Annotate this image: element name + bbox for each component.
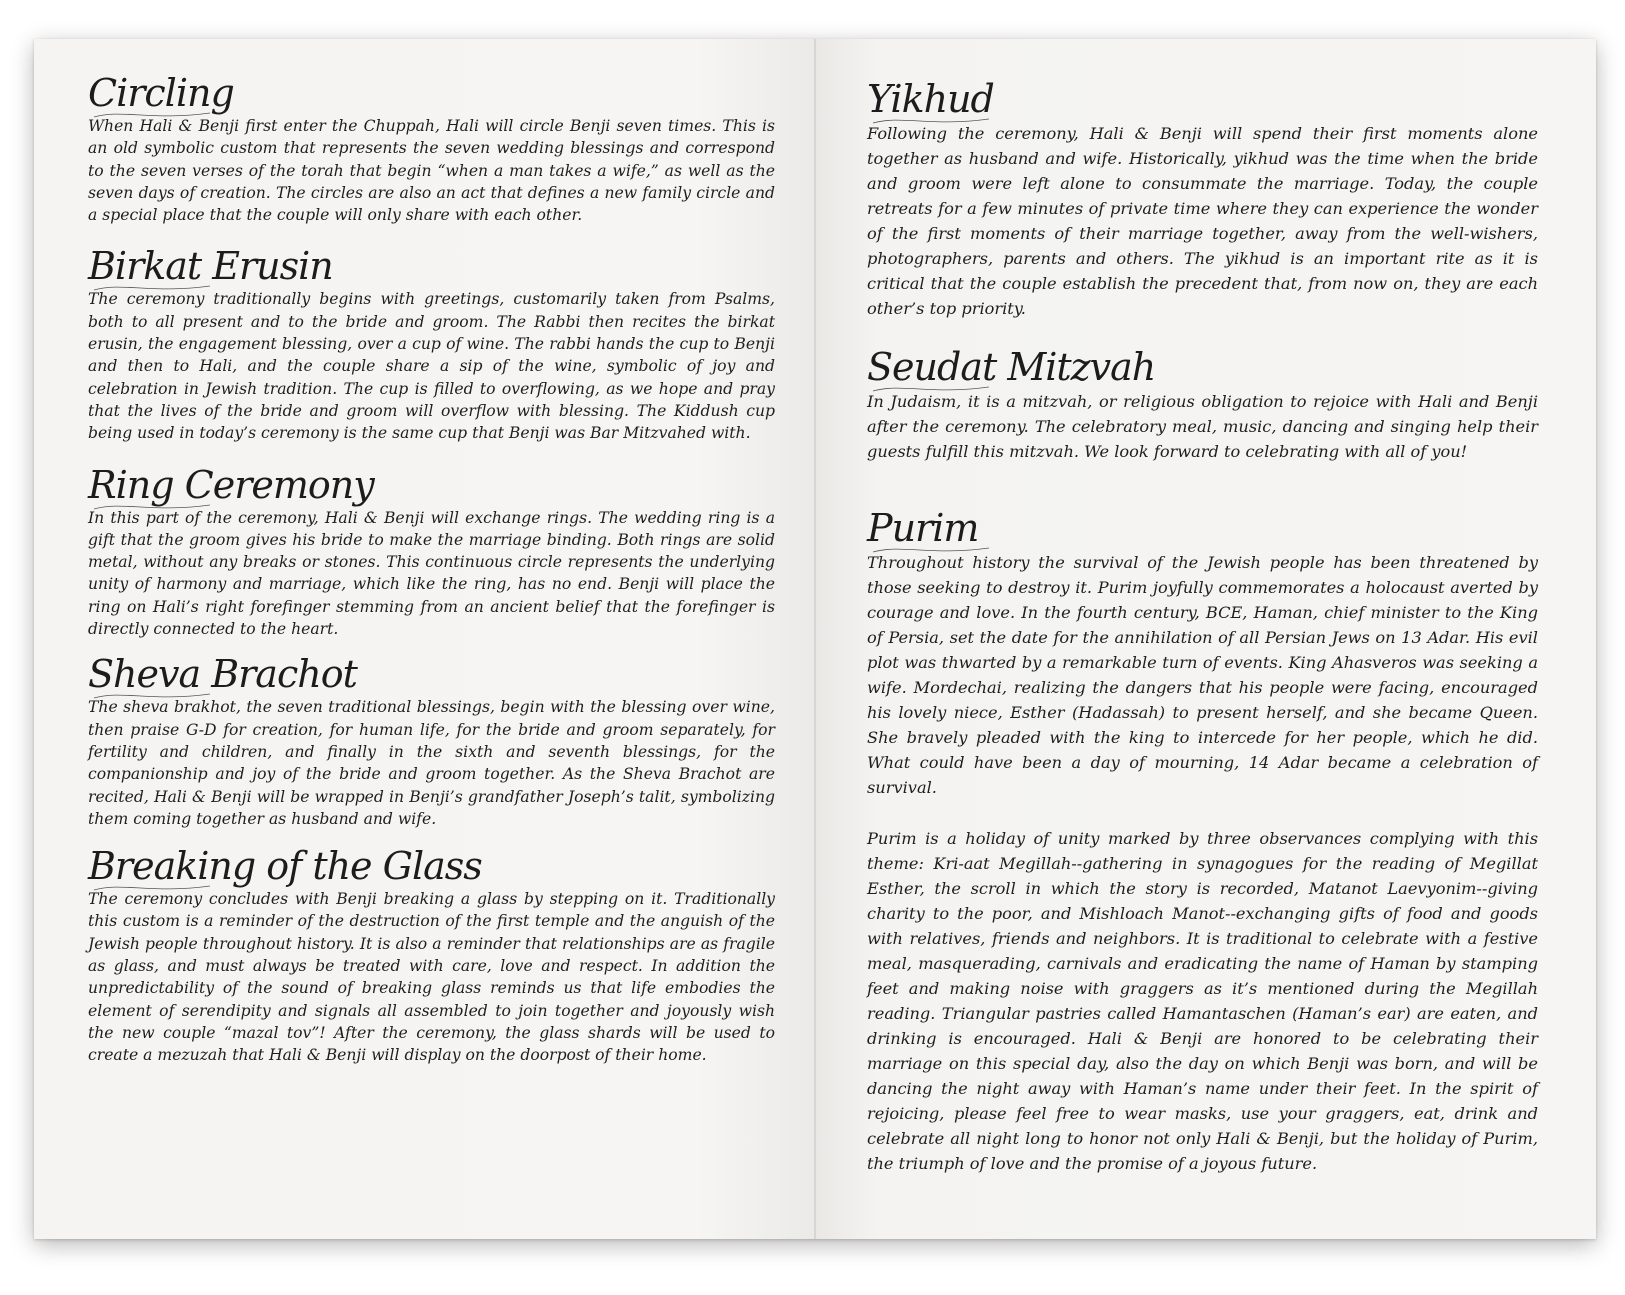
wedding-program-booklet	[34, 39, 1596, 1239]
section-circling	[88, 71, 775, 226]
section-heading-text: Circling	[88, 71, 234, 115]
section-body-continued: Purim is a holiday of unity marked by three observances complying with this theme: Kri-aat Megillah--gathering in synagogues for the reading of Megillat Esther, the scroll in which the story is recorded, Matanot Laevyonim--giving charity to the poor, and Mishloach Manot--exchanging gifts of food and goods with relatives, friends and neighbors. It is traditional to celebrate with a festive meal, masquerading, carnivals and eradicating the name of Haman by stamping feet and making noise with graggers as it’s mentioned during the Megillah reading. Triangular pastries called Hamantaschen (Haman’s ear) are eaten, and drinking is encouraged. Hali & Benji are honored to be celebrating their marriage on this special day, also the day on which Benji was born, and will be dancing the night away with Haman’s name under their feet. In the spirit of rejoicing, please feel free to wear masks, use your graggers, eat, drink and celebrate all night long to honor not only Hali & Benji, but the holiday of Purim, the triumph of love and the promise of a joyous future.	[867, 829, 1538, 1173]
section-heading-text: Sheva Brachot	[88, 652, 357, 697]
section-heading-text: Purim	[867, 506, 979, 550]
section-heading	[88, 844, 482, 888]
section-purim	[867, 506, 1538, 1176]
section-heading-text: Yikhud	[867, 77, 994, 121]
section-ring-ceremony	[88, 463, 775, 641]
section-body: The sheva brakhot, the seven traditional blessings, begin with the blessing over wine, then praise G-D for creation, for human life, for the bride and groom separately, for fertility and children, and finally in the sixth and seventh blessings, for the companionship and joy of the bride and groom together. As the Sheva Brachot are recited, Hali & Benji will be wrapped in Benji’s grandfather Joseph’s talit, symbolizing them coming together as husband and wife.	[88, 698, 775, 828]
left-page	[34, 39, 815, 1239]
section-breaking-of-the-glass	[88, 844, 775, 1066]
section-body: The ceremony traditionally begins with greetings, customarily taken from Psalms, both to all present and to the bride and groom. The Rabbi then recites the birkat erusin, the engagement blessing, over a cup of wine. The rabbi hands the cup to Benji and then to Hali, and the couple share a sip of the wine, symbolic of joy and celebration in Jewish tradition. The cup is filled to overflowing, as we hope and pray that the lives of the bride and groom will overflow with blessing. The Kiddush cup being used in today’s ceremony is the same cup that Benji was Bar Mitzvahed with.	[88, 290, 775, 443]
section-heading-text: Birkat Erusin	[88, 244, 333, 289]
section-heading	[867, 77, 994, 121]
section-heading-text: Ring Ceremony	[88, 462, 374, 507]
section-body: In this part of the ceremony, Hali & Benji will exchange rings. The wedding ring is a gift that the groom gives his bride to make the marriage binding. Both rings are solid metal, without any breaks or stones. This continuous circle represents the underlying unity of harmony and marriage, which like the ring, has no end. Benji will place the ring on Hali’s right forefinger stemming from an ancient belief that the forefinger is directly connected to the heart.	[88, 508, 775, 639]
section-seudat-mitzvah	[867, 345, 1538, 464]
section-heading	[867, 506, 978, 550]
section-heading	[88, 463, 374, 507]
section-body: The ceremony concludes with Benji breaking a glass by stepping on it. Traditionally this custom is a reminder of the destruction of the first temple and the anguish of the Jewish people throughout history. It is also a reminder that relationships are as fragile as glass, and must always be treated with care, love and respect. In addition the unpredictability of the sound of breaking glass reminds us that life embodies the element of serendipity and signals all assembled to join together and joyously wish the new couple “mazal tov”! After the ceremony, the glass shards will be used to create a mezuzah that Hali & Benji will display on the doorpost of their home.	[88, 890, 775, 1065]
section-heading	[88, 71, 234, 115]
booklet-spine	[814, 39, 816, 1239]
section-birkat-erusin	[88, 244, 775, 444]
section-body: Throughout history the survival of the Jewish people has been threatened by those seeking to destroy it. Purim joyfully commemorates a holocaust averted by courage and love. In the fourth century, BCE, Haman, chief minister to the King of Persia, set the date for the annihilation of all Persian Jews on 13 Adar. His evil plot was thwarted by a remarkable turn of events. King Ahasveros was seeking a wife. Mordechai, realizing the dangers that his people were facing, encouraged his lovely niece, Esther (Hadassah) to present herself, and she became Queen. She bravely pleaded with the king to intercede for her people, which he did. What could have been a day of mourning, 14 Adar became a celebration of survival.	[867, 553, 1538, 797]
section-body: In Judaism, it is a mitzvah, or religious obligation to rejoice with Hali and Benji after the ceremony. The celebratory meal, music, dancing and singing help their guests fulfill this mitzvah. We look forward to celebrating with all of you!	[867, 392, 1538, 461]
section-heading-text: Seudat Mitzvah	[867, 345, 1156, 389]
section-sheva-brachot	[88, 652, 775, 830]
section-heading	[88, 652, 357, 696]
section-heading-text: Breaking of the Glass	[88, 844, 482, 889]
section-heading	[867, 345, 1155, 389]
right-page	[815, 39, 1596, 1239]
section-body: When Hali & Benji first enter the Chuppah, Hali will circle Benji seven times. This is an old symbolic custom that represents the seven wedding blessings and correspond to the seven verses of the torah that begin “when a man takes a wife,” as well as the seven days of creation. The circles are also an act that defines a new family circle and a special place that the couple will only share with each other.	[88, 117, 775, 225]
section-yikhud	[867, 77, 1538, 321]
section-body: Following the ceremony, Hali & Benji will spend their first moments alone together as husband and wife. Historically, yikhud was the time when the bride and groom were left alone to consummate the marriage. Today, the couple retreats for a few minutes of private time where they can experience the wonder of the first moments of their marriage together, away from the well-wishers, photographers, parents and others. The yikhud is an important rite as it is critical that the couple establish the precedent that, from now on, they are each other’s top priority.	[867, 124, 1538, 318]
section-heading	[88, 244, 333, 288]
